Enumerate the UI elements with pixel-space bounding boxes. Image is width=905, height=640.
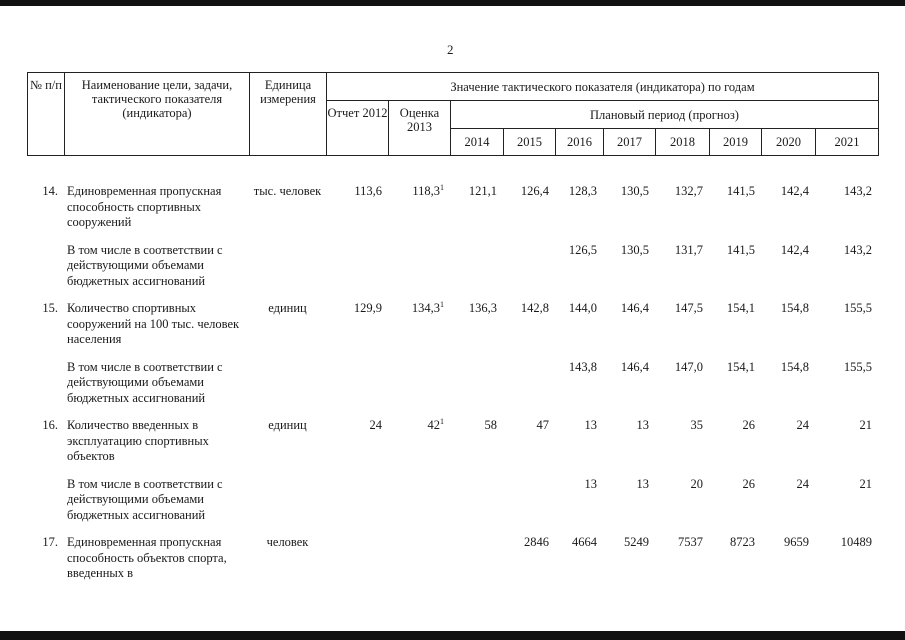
row-value: 141,5 <box>726 184 755 198</box>
row-value: 154,1 <box>726 301 755 315</box>
subrow-value: 26 <box>742 476 755 491</box>
row-value: 142,8 <box>520 301 549 315</box>
row-unit: человек <box>266 535 309 549</box>
row-name: Количество спортивных сооружений на 100 тыс. человек населения <box>67 301 240 346</box>
subrow-value <box>450 360 503 419</box>
row-value: 7537 <box>678 535 703 549</box>
subrow-value: 142,4 <box>780 242 809 257</box>
row-unit: единиц <box>268 301 307 315</box>
subrow-value <box>503 360 555 419</box>
row-value: 5249 <box>624 535 649 549</box>
row-value: 144,0 <box>568 301 597 315</box>
row-value: 147,5 <box>674 301 703 315</box>
subrow-value: 154,1 <box>726 359 755 374</box>
header-num: № п/п <box>28 73 65 156</box>
row-unit: тыс. человек <box>253 184 322 198</box>
subrow-value: 24 <box>796 476 809 491</box>
subrow-value <box>450 477 503 536</box>
subrow-name: В том числе в соответствии с действующими объемами бюджетных ассигнований <box>67 242 223 288</box>
row-report: 113,6 <box>354 184 382 198</box>
row-value: 146,4 <box>620 301 649 315</box>
subrow-value: 143,8 <box>568 359 597 374</box>
table-row <box>27 535 878 594</box>
row-unit: единиц <box>268 418 307 432</box>
row-value: 142,4 <box>780 184 809 198</box>
header-report: Отчет 2012 <box>327 101 389 156</box>
row-value: 9659 <box>784 535 809 549</box>
table-subrow <box>27 243 878 302</box>
row-value: 136,3 <box>468 301 497 315</box>
row-value: 58 <box>484 418 497 432</box>
row-value: 143,2 <box>843 184 872 198</box>
row-value: 132,7 <box>674 184 703 198</box>
subrow-value: 13 <box>636 476 649 491</box>
row-value: 47 <box>536 418 549 432</box>
row-value: 10489 <box>840 535 872 549</box>
header-year: 2015 <box>504 129 556 156</box>
row-value: 24 <box>796 418 809 432</box>
row-name: Единовременная пропускная способность спортивных сооружений <box>67 184 222 229</box>
subrow-value: 21 <box>859 476 872 491</box>
header-plan: Плановый период (прогноз) <box>451 101 879 129</box>
subrow-value: 130,5 <box>620 242 649 257</box>
row-value: 8723 <box>730 535 755 549</box>
subrow-value <box>503 243 555 302</box>
row-estimate: $42^1$ <box>427 417 444 432</box>
row-value: 126,4 <box>520 184 549 198</box>
subrow-value: 155,5 <box>843 359 872 374</box>
header-year: 2014 <box>451 129 504 156</box>
row-report: 129,9 <box>353 301 382 315</box>
header-name: Наименование цели, задачи, тактического показателя (индикатора) <box>65 73 250 156</box>
row-value: 35 <box>690 418 703 432</box>
subrow-value: 146,4 <box>620 359 649 374</box>
row-value: 4664 <box>572 535 597 549</box>
subrow-value: 126,5 <box>568 242 597 257</box>
row-value: 26 <box>742 418 755 432</box>
header-year: 2018 <box>656 129 710 156</box>
header-year: 2016 <box>556 129 604 156</box>
row-value: 155,5 <box>843 301 872 315</box>
header-estimate: Оценка 2013 <box>389 101 451 156</box>
row-value: 130,5 <box>620 184 649 198</box>
page-number: 2 <box>447 42 454 57</box>
header-year: 2019 <box>710 129 762 156</box>
table-row <box>27 418 878 477</box>
row-value: 121,1 <box>468 184 497 198</box>
subrow-value: 143,2 <box>843 242 872 257</box>
row-value: 21 <box>859 418 872 432</box>
scan-top-edge <box>0 0 905 6</box>
row-value: 128,3 <box>568 184 597 198</box>
scan-bottom-edge <box>0 631 905 640</box>
row-value: 2846 <box>524 535 549 549</box>
indicator-table <box>27 184 878 594</box>
row-value: 154,8 <box>780 301 809 315</box>
subrow-value: 13 <box>584 476 597 491</box>
subrow-value: 147,0 <box>674 359 703 374</box>
row-value: 13 <box>636 418 649 432</box>
row-estimate: 134,3$^1$ <box>411 300 444 315</box>
subrow-value <box>450 243 503 302</box>
row-report <box>326 535 388 594</box>
subrow-value: 141,5 <box>726 242 755 257</box>
header-values: Значение тактического показателя (индикатора) по годам <box>327 73 879 101</box>
table-row <box>27 301 878 360</box>
table-header <box>27 72 879 156</box>
row-number: 17. <box>42 535 58 549</box>
header-year: 2020 <box>762 129 816 156</box>
row-number: 15. <box>42 301 58 315</box>
row-estimate <box>388 535 450 594</box>
table-subrow <box>27 360 878 419</box>
subrow-name: В том числе в соответствии с действующими объемами бюджетных ассигнований <box>67 476 223 522</box>
subrow-name: В том числе в соответствии с действующими объемами бюджетных ассигнований <box>67 359 223 405</box>
subrow-value <box>503 477 555 536</box>
row-estimate: 118,3$^1$ <box>412 183 444 198</box>
row-number: 16. <box>42 418 58 432</box>
subrow-value: 154,8 <box>780 359 809 374</box>
header-year: 2021 <box>816 129 879 156</box>
header-year: 2017 <box>604 129 656 156</box>
header-unit: Единица измерения <box>250 73 327 156</box>
table-row <box>27 184 878 243</box>
row-name: Количество введенных в эксплуатацию спортивных объектов <box>67 418 209 463</box>
row-name: Единовременная пропускная способность объектов спорта, введенных в <box>67 535 227 580</box>
subrow-value: 20 <box>690 476 703 491</box>
table-subrow <box>27 477 878 536</box>
row-value <box>450 535 503 594</box>
row-value: 13 <box>584 418 597 432</box>
row-report: 24 <box>369 418 382 432</box>
subrow-value: 131,7 <box>674 242 703 257</box>
row-number: 14. <box>42 184 58 198</box>
